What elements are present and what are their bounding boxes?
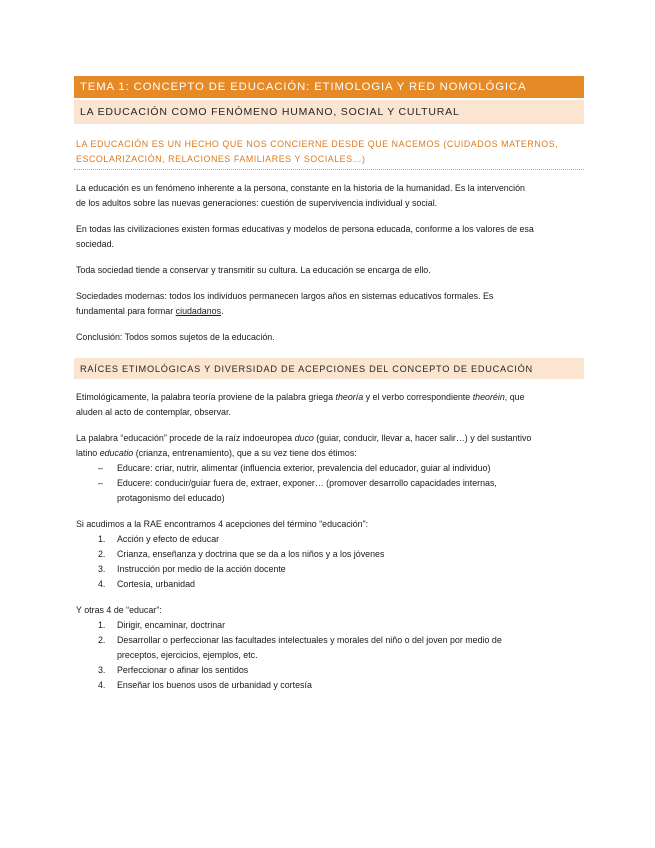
list-number: 3. [98,665,106,675]
text-line: Conclusión: Todos somos sujetos de la educación. [76,332,275,342]
list-number: 4. [98,680,106,690]
section-heading-fenomeno: LA EDUCACIÓN COMO FENÓMENO HUMANO, SOCIAL Y CULTURAL [74,100,584,124]
dash-marker: – [98,463,103,473]
list-item [76,678,584,693]
main-heading: TEMA 1: CONCEPTO DE EDUCACIÓN: ETIMOLOGIA Y RED NOMOLÓGICA [74,76,584,98]
list-item [76,547,584,562]
list-item [76,663,584,678]
list-item [76,532,584,547]
text-line: Toda sociedad tiende a conservar y transmitir su cultura. La educación se encarga de ello. [76,265,431,275]
list-text: Desarrollar o perfeccionar las facultades intelectuales y morales del niño o del joven por medio de [117,635,502,645]
etimos-list [76,461,584,506]
list-text: Crianza, enseñanza y doctrina que se da a los niños y a los jóvenes [117,549,385,559]
paragraph-conclusion [74,330,584,345]
list-item [76,618,584,633]
list-number: 4. [98,579,106,589]
text-line: latino educatio (crianza, entrenamiento), que a su vez tiene dos étimos: [76,448,357,458]
list-text: Perfeccionar o afinar los sentidos [117,665,249,675]
text-line: Y otras 4 de “educar”: [76,605,162,615]
paragraph [74,517,584,592]
paragraph [74,181,584,211]
text-line: Si acudimos a la RAE encontramos 4 acepciones del término “educación”: [76,519,369,529]
list-text: Instrucción por medio de la acción docente [117,564,286,574]
underlined-word: ciudadanos [175,306,222,316]
list-number: 3. [98,564,106,574]
text-line: Educere: conducir/guiar fuera de, extraer, exponer… (promover desarrollo capacidades internas, [117,478,497,488]
text-line: de los adultos sobre las nuevas generaciones: cuestión de supervivencia individual y social. [76,198,438,208]
paragraph [74,289,584,319]
document-page [74,76,584,693]
text-fragment: fundamental para formar [76,306,176,316]
subsection-heading-line: LA EDUCACIÓN ES UN HECHO QUE NOS CONCIERNE DESDE QUE NACEMOS (CUIDADOS MATERNOS, [76,139,559,149]
list-item [76,633,584,663]
paragraph [74,390,584,420]
text-line: Etimológicamente, la palabra teoría proviene de la palabra griega theoría y el verbo correspondiente theoréin, que [76,392,525,402]
paragraph [74,603,584,693]
list-text: preceptos, ejercicios, ejemplos, etc. [117,650,258,660]
text-line: aluden al acto de contemplar, observar. [76,407,231,417]
list-text: Dirigir, encaminar, doctrinar [117,620,226,630]
list-item [76,562,584,577]
text-line: protagonismo del educado) [117,493,225,503]
text-line: Educare: criar, nutrir, alimentar (influencia exterior, prevalencia del educador, guiar al individuo) [117,463,491,473]
list-text: Enseñar los buenos usos de urbanidad y cortesía [117,680,312,690]
text-fragment: . [221,306,224,316]
list-number: 1. [98,534,106,544]
text-line: Sociedades modernas: todos los individuos permanecen largos años en sistemas educativos formales. Es [76,291,494,301]
text-line [76,304,584,319]
text-line: La palabra “educación” procede de la raíz indoeuropea duco (guiar, conducir, llevar a, hacer salir…) y del sustantivo [76,433,532,443]
text-line: sociedad. [76,239,114,249]
paragraph [74,263,584,278]
list-text: Acción y efecto de educar [117,534,220,544]
text-line: En todas las civilizaciones existen formas educativas y modelos de persona educada, conforme a los valores de esa [76,224,534,234]
list-item [76,461,584,476]
list-text: Cortesía, urbanidad [117,579,195,589]
list-number: 2. [98,635,106,645]
subsection-heading-line: ESCOLARIZACIÓN, RELACIONES FAMILIARES Y SOCIALES…) [76,154,366,164]
list-item [76,476,584,506]
subsection-heading [74,137,584,170]
rae-acepciones-list [76,532,584,592]
list-number: 2. [98,549,106,559]
paragraph [74,222,584,252]
educar-acepciones-list [76,618,584,693]
text-line: La educación es un fenómeno inherente a la persona, constante en la historia de la humanidad. Es la intervención [76,183,525,193]
dash-marker: – [98,478,103,488]
paragraph [74,431,584,506]
section-heading-raices: RAÍCES ETIMOLÓGICAS Y DIVERSIDAD DE ACEPCIONES DEL CONCEPTO DE EDUCACIÓN [74,358,584,379]
list-item [76,577,584,592]
list-number: 1. [98,620,106,630]
